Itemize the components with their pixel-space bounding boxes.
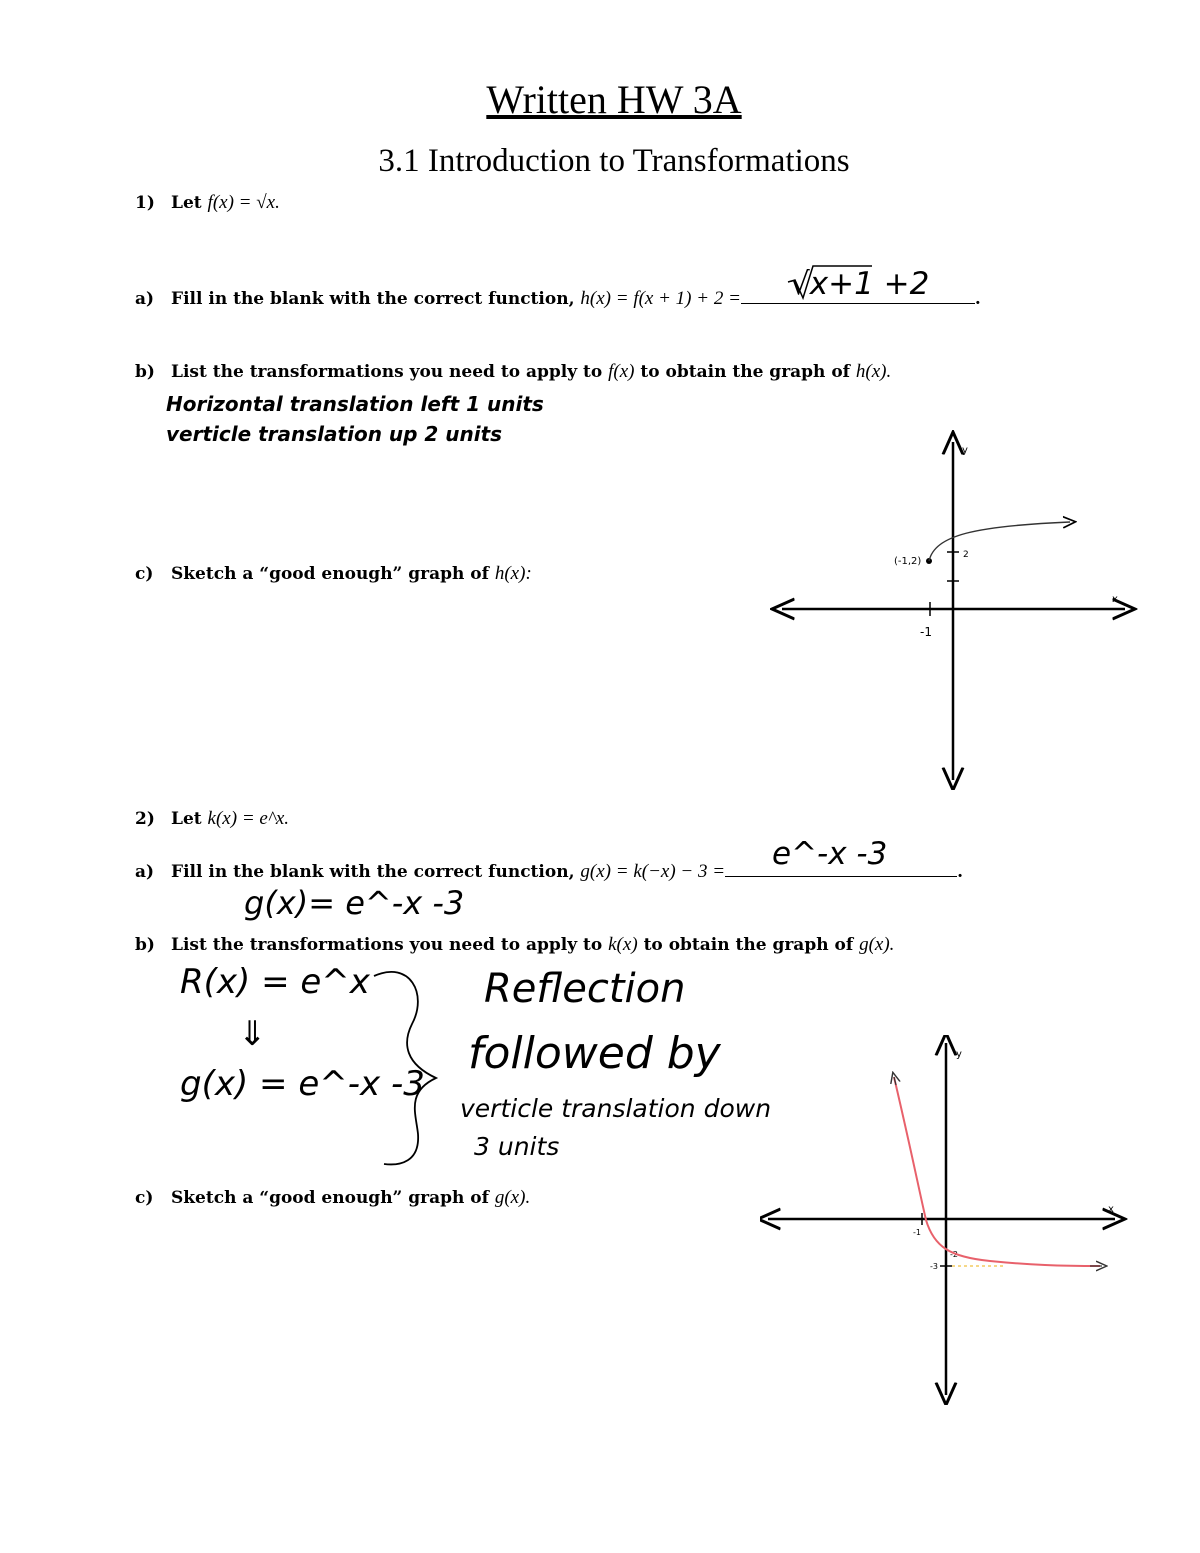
problem1a-question: a) Fill in the blank with the correct function, h(x) = f(x + 1) + 2 = .	[135, 285, 981, 310]
problem1c-question: c) Sketch a “good enough” graph of h(x):	[135, 563, 532, 584]
problem2b-work-line2: g(x) = e^-x -3	[180, 1064, 425, 1104]
problem1-number: 1)	[135, 193, 155, 213]
sqrt-curve	[929, 522, 1070, 561]
problem1a-answer: √x+1 +2	[790, 266, 930, 302]
point-label: -2	[950, 1250, 958, 1259]
problem2b-question: b) List the transformations you need to apply to k(x) to obtain the graph of g(x).	[135, 934, 895, 955]
y-tick-label: 2	[963, 550, 969, 560]
brace-icon	[370, 964, 450, 1174]
problem2b-answer-line3: verticle translation down	[460, 1094, 772, 1123]
y-axis-label: y	[962, 445, 968, 456]
y-axis-label: y	[956, 1049, 962, 1060]
problem1b-answer-line2: verticle translation up 2 units	[166, 422, 503, 446]
y-tick-label: -3	[930, 1262, 938, 1271]
problem2b-answer-line2: followed by	[468, 1028, 721, 1079]
problem2-number: 2)	[135, 809, 155, 829]
problem2-intro: 2) Let k(x) = e^x.	[135, 808, 290, 829]
x-tick-label: -1	[920, 625, 932, 639]
down-arrow-icon: ⇓	[238, 1014, 267, 1054]
x-tick-label: -1	[913, 1228, 921, 1237]
point-label: (-1,2)	[894, 556, 922, 567]
problem2b-answer-line1: Reflection	[484, 966, 686, 1012]
x-axis-label: x	[1108, 1204, 1114, 1215]
problem1-intro: 1) Let f(x) = √x.	[135, 192, 280, 213]
problem2b-work-line1: R(x) = e^x	[180, 962, 370, 1002]
problem1b-question: b) List the transformations you need to apply to f(x) to obtain the graph of h(x).	[135, 361, 892, 382]
problem1-function: f(x) = √x.	[207, 192, 280, 213]
x-axis-label: x	[1112, 594, 1118, 605]
radical-sign-icon	[786, 262, 876, 302]
graph-g-of-x	[760, 1035, 1130, 1405]
problem1b-answer-line1: Horizontal translation left 1 units	[166, 392, 544, 416]
problem2a-question: a) Fill in the blank with the correct function, g(x) = k(−x) − 3 = .	[135, 858, 963, 883]
problem2c-question: c) Sketch a “good enough” graph of g(x).	[135, 1187, 531, 1208]
problem2b-answer-line4: 3 units	[474, 1132, 560, 1161]
graph-h-of-x	[770, 430, 1140, 790]
page-title: Written HW 3A	[486, 77, 742, 122]
problem2-function: k(x) = e^x.	[207, 808, 290, 829]
problem2a-answer: e^-x -3	[772, 836, 888, 872]
problem2a-work: g(x)= e^-x -3	[244, 884, 465, 922]
exp-curve	[894, 1077, 1100, 1266]
section-subtitle: 3.1 Introduction to Transformations	[378, 143, 850, 179]
